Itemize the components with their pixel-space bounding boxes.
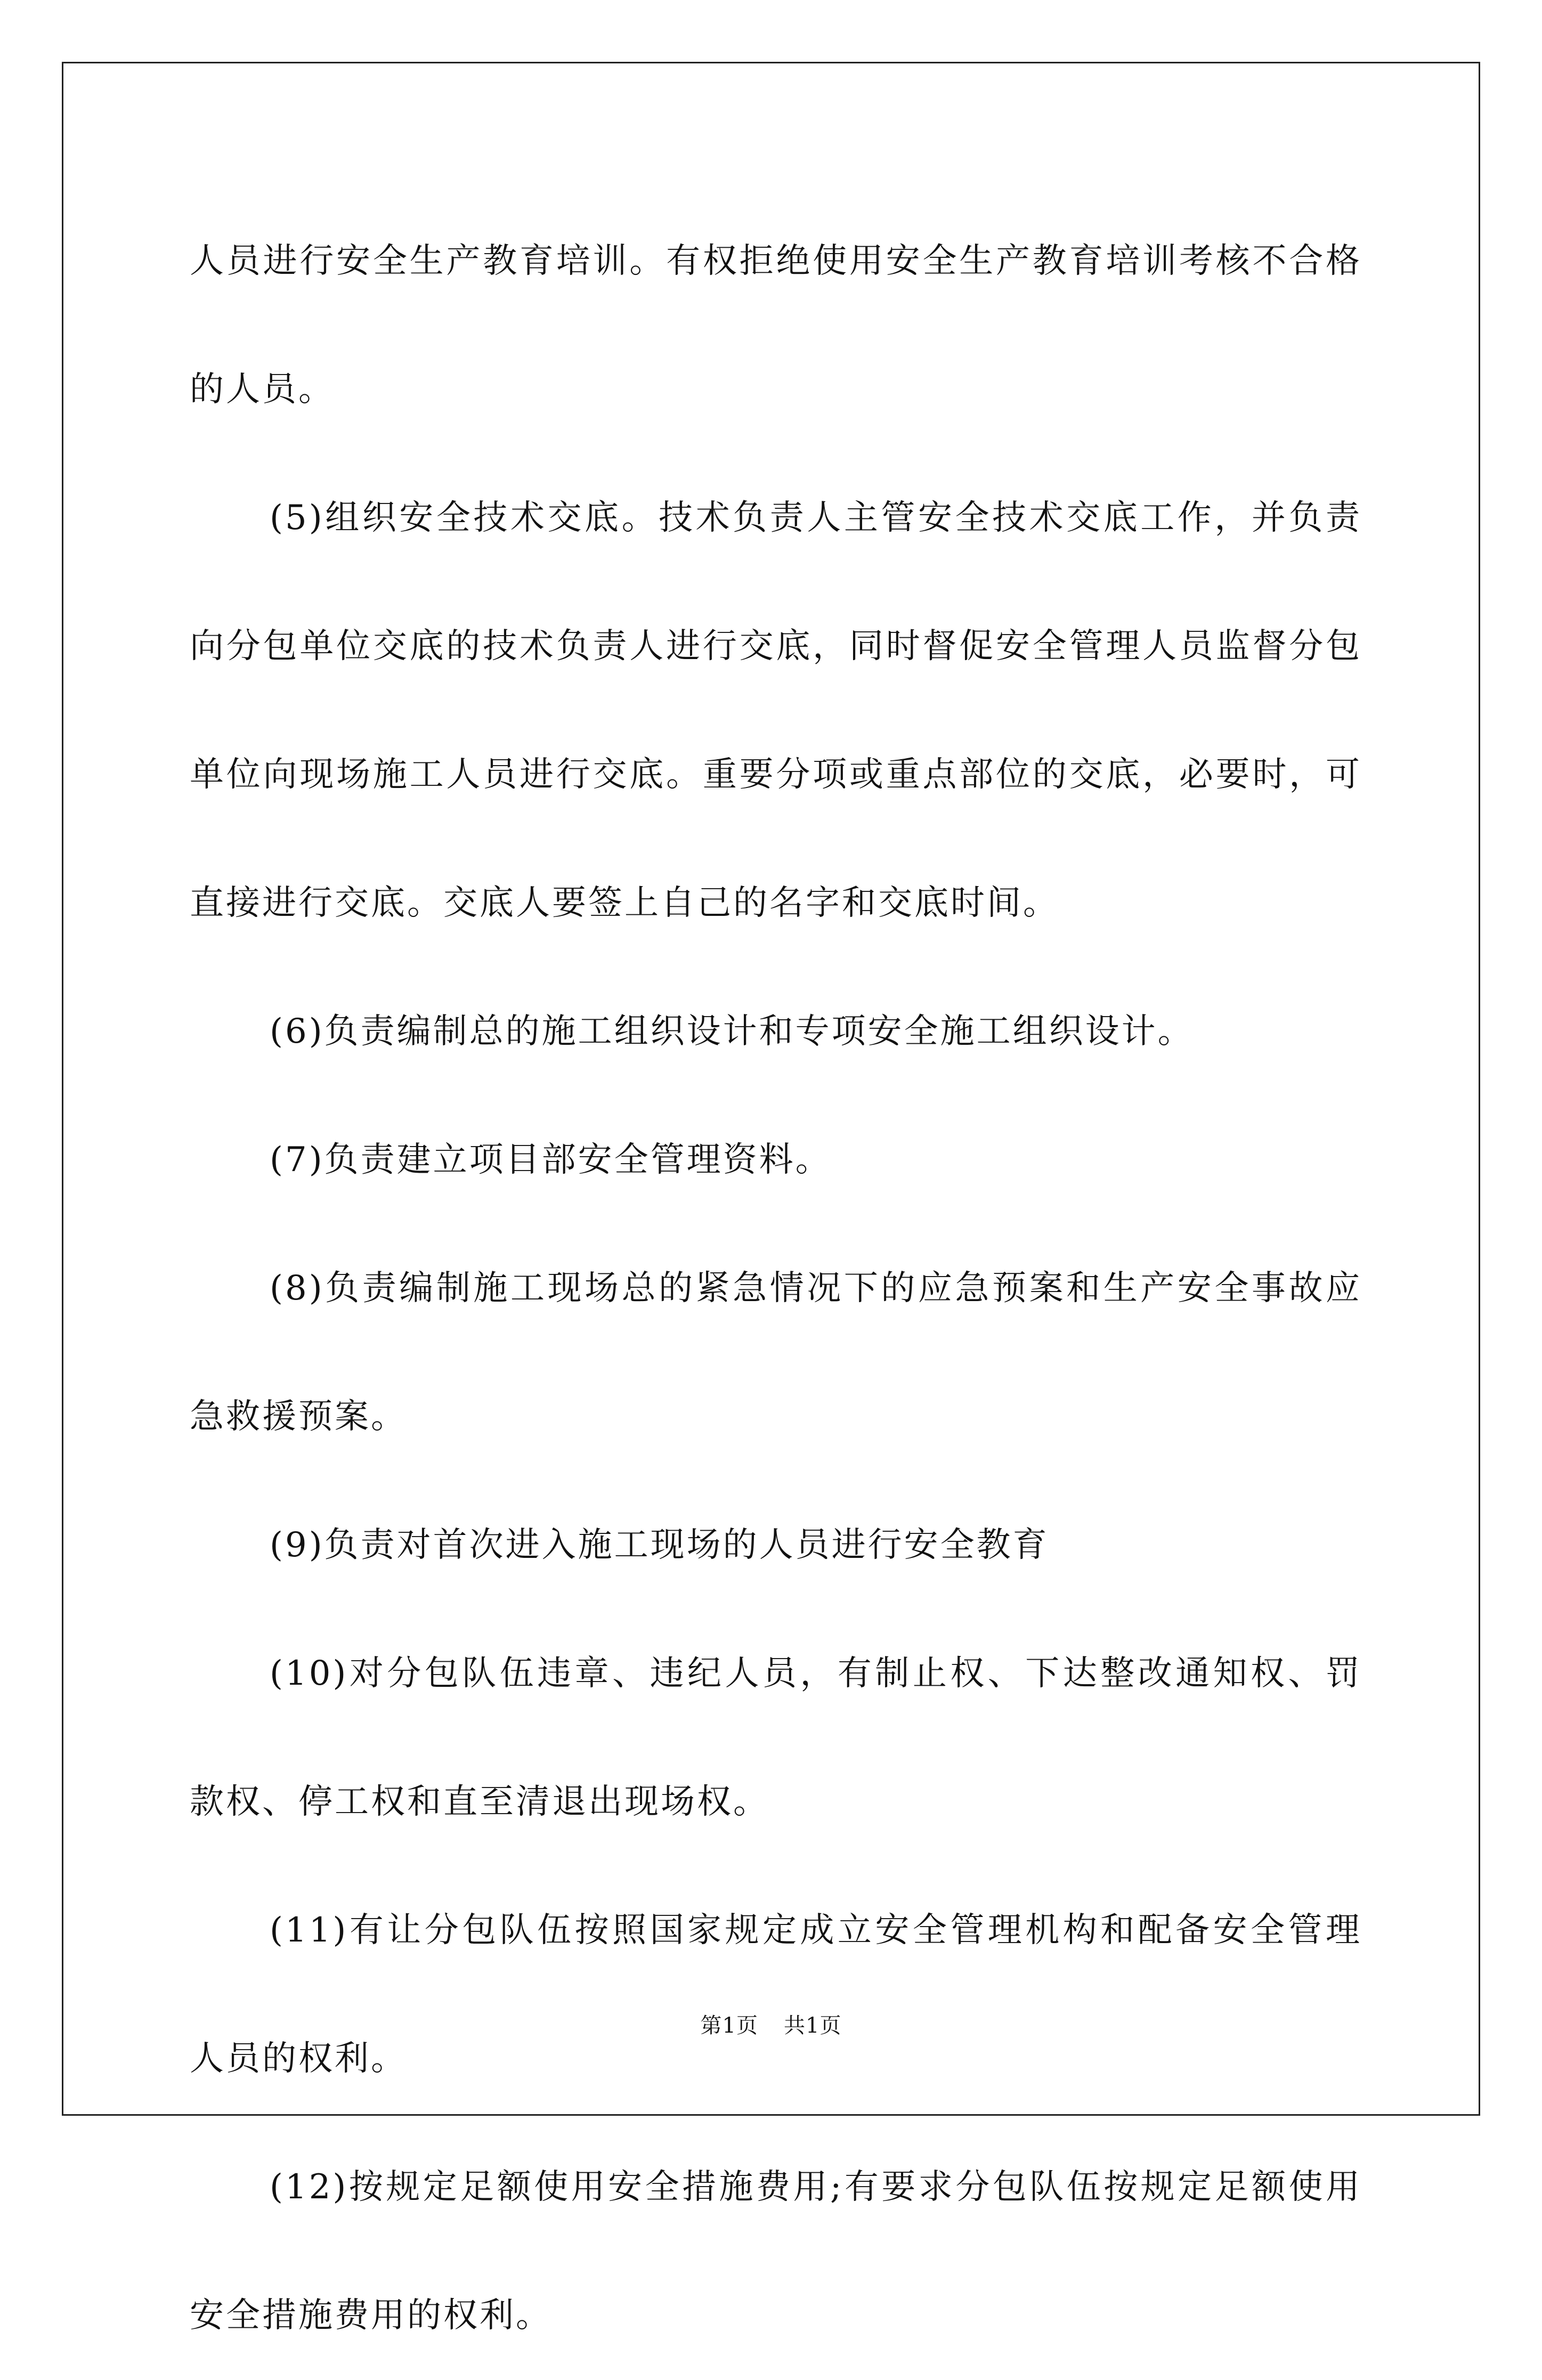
paragraph-item-10: (10)对分包队伍违章、违纪人员，有制止权、下达整改通知权、罚款权、停工权和直至清退出现场权。 xyxy=(190,1654,1362,1822)
paragraph-item-12: (12)按规定足额使用安全措施费用;有要求分包队伍按规定足额使用安全措施费用的权利。 xyxy=(190,2167,1362,2335)
page-number: 第1页 xyxy=(700,2013,758,2038)
document-body xyxy=(190,197,1362,2380)
paragraph-item-5: (5)组织安全技术交底。技术负责人主管安全技术交底工作，并负责向分包单位交底的技术负责人进行交底，同时督促安全管理人员监督分包单位向现场施工人员进行交底。重要分项或重点部位的交底，必要时，可直接进行交底。交底人要签上自己的名字和交底时间。 xyxy=(190,498,1362,923)
paragraph-item-7: (7)负责建立项目部安全管理资料。 xyxy=(270,1140,832,1180)
paragraph-item-11: (11)有让分包队伍按照国家规定成立安全管理机构和配备安全管理人员的权利。 xyxy=(190,1911,1362,2078)
paragraph-item-6: (6)负责编制总的施工组织设计和专项安全施工组织设计。 xyxy=(270,1012,1194,1051)
paragraph-continuation: 人员进行安全生产教育培训。有权拒绝使用安全生产教育培训考核不合格的人员。 xyxy=(190,241,1362,409)
page-footer xyxy=(0,2010,1542,2042)
paragraph-item-8: (8)负责编制施工现场总的紧急情况下的应急预案和生产安全事故应急救援预案。 xyxy=(190,1269,1362,1436)
paragraph-item-9: (9)负责对首次进入施工现场的人员进行安全教育 xyxy=(270,1525,1049,1565)
page-total: 共1页 xyxy=(784,2013,842,2038)
